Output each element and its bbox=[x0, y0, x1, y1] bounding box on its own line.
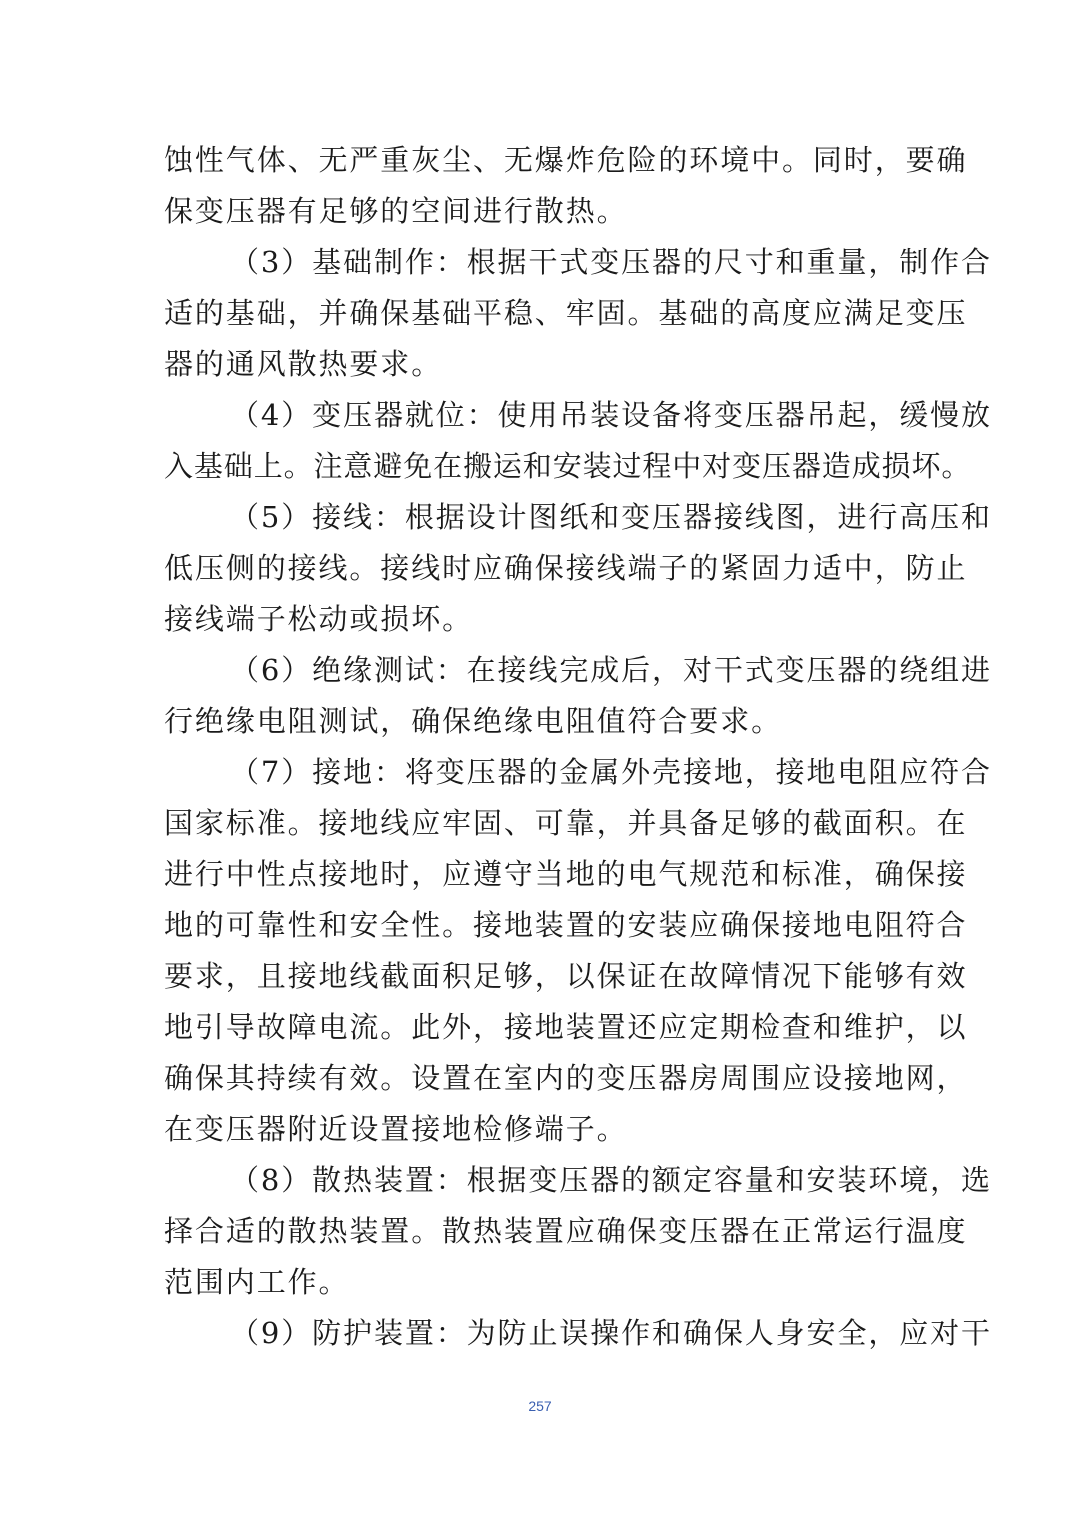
text-line: 范围内工作。 bbox=[164, 1265, 350, 1299]
text-line: 择合适的散热装置。散热装置应确保变压器在正常运行温度 bbox=[164, 1214, 968, 1248]
text-line: 确保其持续有效。设置在室内的变压器房周围应设接地网， bbox=[164, 1061, 968, 1095]
text-line: 行绝缘电阻测试，确保绝缘电阻值符合要求。 bbox=[164, 704, 783, 738]
paragraph-heading-6: （6）绝缘测试：在接线完成后，对干式变压器的绕组进 bbox=[230, 653, 992, 687]
text-line: 在变压器附近设置接地检修端子。 bbox=[164, 1112, 628, 1146]
text-line: 接线端子松动或损坏。 bbox=[164, 602, 474, 636]
paragraph-heading-7: （7）接地：将变压器的金属外壳接地，接地电阻应符合 bbox=[230, 755, 992, 789]
paragraph-heading-4: （4）变压器就位：使用吊装设备将变压器吊起，缓慢放 bbox=[230, 398, 992, 432]
paragraph-heading-9: （9）防护装置：为防止误操作和确保人身安全，应对干 bbox=[230, 1316, 992, 1350]
text-line: 蚀性气体、无严重灰尘、无爆炸危险的环境中。同时，要确 bbox=[164, 143, 968, 177]
text-line: 低压侧的接线。接线时应确保接线端子的紧固力适中，防止 bbox=[164, 551, 968, 585]
text-line: 地引导故障电流。此外，接地装置还应定期检查和维护，以 bbox=[164, 1010, 968, 1044]
text-line: 进行中性点接地时，应遵守当地的电气规范和标准，确保接 bbox=[164, 857, 968, 891]
text-line: 适的基础，并确保基础平稳、牢固。基础的高度应满足变压 bbox=[164, 296, 968, 330]
text-line: 地的可靠性和安全性。接地装置的安装应确保接地电阻符合 bbox=[164, 908, 968, 942]
paragraph-heading-3: （3）基础制作：根据干式变压器的尺寸和重量，制作合 bbox=[230, 245, 992, 279]
paragraph-heading-5: （5）接线：根据设计图纸和变压器接线图，进行高压和 bbox=[230, 500, 992, 534]
text-line: 国家标准。接地线应牢固、可靠，并具备足够的截面积。在 bbox=[164, 806, 968, 840]
text-line: 入基础上。注意避免在搬运和安装过程中对变压器造成损坏。 bbox=[164, 449, 972, 483]
text-line: 要求，且接地线截面积足够，以保证在故障情况下能够有效 bbox=[164, 959, 968, 993]
paragraph-heading-8: （8）散热装置：根据变压器的额定容量和安装环境，选 bbox=[230, 1163, 992, 1197]
text-line: 器的通风散热要求。 bbox=[164, 347, 443, 381]
text-line: 保变压器有足够的空间进行散热。 bbox=[164, 194, 628, 228]
page-number: 257 bbox=[528, 1398, 552, 1414]
